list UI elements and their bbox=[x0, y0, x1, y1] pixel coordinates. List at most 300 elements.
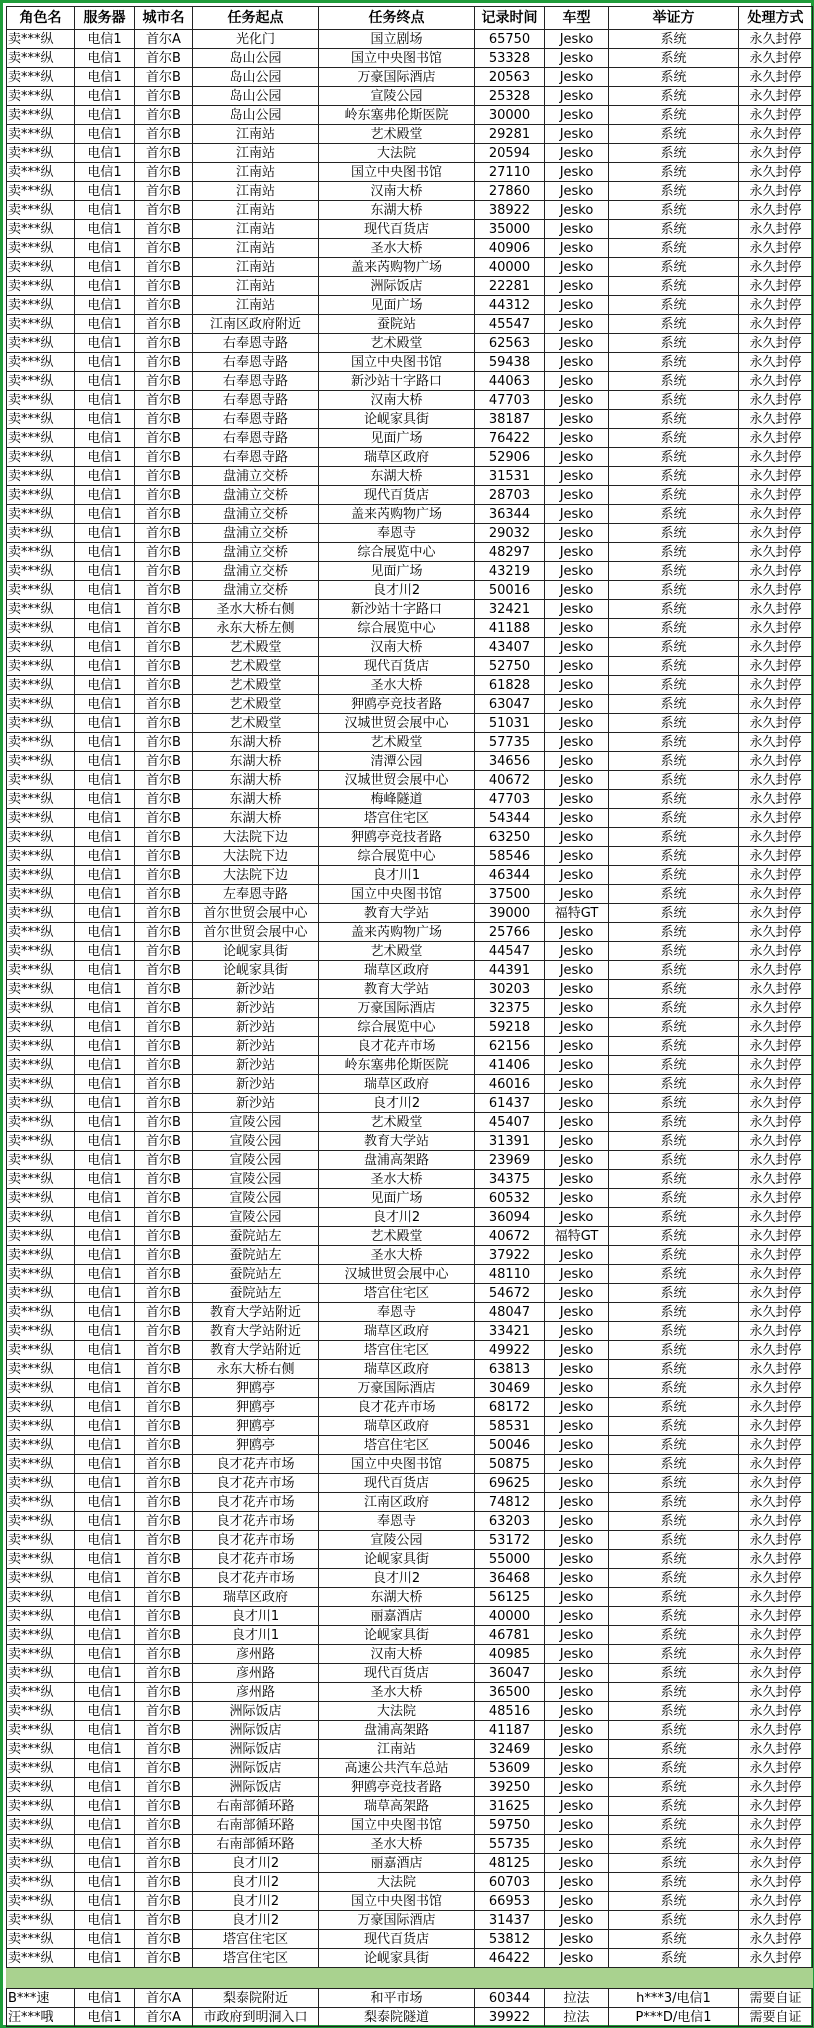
server-cell[interactable]: 电信1 bbox=[75, 581, 135, 600]
start-cell[interactable]: 良才花卉市场 bbox=[193, 1512, 319, 1531]
city-cell[interactable]: 首尔B bbox=[135, 1303, 193, 1322]
role-name-cell[interactable]: 卖***纵 bbox=[7, 1417, 75, 1436]
record-time-cell[interactable]: 20563 bbox=[475, 68, 545, 87]
reporter-cell[interactable]: 系统 bbox=[609, 277, 739, 296]
reporter-cell[interactable]: 系统 bbox=[609, 847, 739, 866]
server-cell[interactable]: 电信1 bbox=[75, 1056, 135, 1075]
role-name-cell[interactable]: 卖***纵 bbox=[7, 885, 75, 904]
action-cell[interactable]: 永久封停 bbox=[739, 733, 813, 752]
reporter-cell[interactable]: 系统 bbox=[609, 1075, 739, 1094]
action-cell[interactable]: 永久封停 bbox=[739, 505, 813, 524]
reporter-cell[interactable]: 系统 bbox=[609, 106, 739, 125]
end-cell[interactable]: 圣水大桥 bbox=[319, 1246, 475, 1265]
reporter-cell[interactable]: 系统 bbox=[609, 239, 739, 258]
reporter-cell[interactable]: 系统 bbox=[609, 1094, 739, 1113]
role-name-cell[interactable]: 卖***纵 bbox=[7, 1645, 75, 1664]
reporter-cell[interactable]: 系统 bbox=[609, 1664, 739, 1683]
start-cell[interactable]: 彦州路 bbox=[193, 1645, 319, 1664]
server-cell[interactable]: 电信1 bbox=[75, 277, 135, 296]
start-cell[interactable]: 良才花卉市场 bbox=[193, 1474, 319, 1493]
record-time-cell[interactable]: 46344 bbox=[475, 866, 545, 885]
action-cell[interactable]: 永久封停 bbox=[739, 429, 813, 448]
end-cell[interactable]: 汉南大桥 bbox=[319, 391, 475, 410]
end-cell[interactable]: 岭东塞弗伦斯医院 bbox=[319, 1056, 475, 1075]
car-model-cell[interactable]: Jesko bbox=[545, 942, 609, 961]
reporter-cell[interactable]: 系统 bbox=[609, 372, 739, 391]
car-model-cell[interactable]: Jesko bbox=[545, 695, 609, 714]
server-cell[interactable]: 电信1 bbox=[75, 1398, 135, 1417]
server-cell[interactable]: 电信1 bbox=[75, 1208, 135, 1227]
role-name-cell[interactable]: 卖***纵 bbox=[7, 1702, 75, 1721]
start-cell[interactable]: 彦州路 bbox=[193, 1664, 319, 1683]
action-cell[interactable]: 永久封停 bbox=[739, 999, 813, 1018]
action-cell[interactable]: 永久封停 bbox=[739, 334, 813, 353]
city-cell[interactable]: 首尔B bbox=[135, 296, 193, 315]
start-cell[interactable]: 瑞草区政府 bbox=[193, 1588, 319, 1607]
record-time-cell[interactable]: 61437 bbox=[475, 1094, 545, 1113]
role-name-cell[interactable]: 卖***纵 bbox=[7, 87, 75, 106]
start-cell[interactable]: 东湖大桥 bbox=[193, 733, 319, 752]
start-cell[interactable]: 江南站 bbox=[193, 163, 319, 182]
end-cell[interactable]: 新沙站十字路口 bbox=[319, 600, 475, 619]
record-time-cell[interactable]: 37922 bbox=[475, 1246, 545, 1265]
start-cell[interactable]: 右奉恩寺路 bbox=[193, 353, 319, 372]
role-name-cell[interactable]: 卖***纵 bbox=[7, 448, 75, 467]
action-cell[interactable]: 永久封停 bbox=[739, 1170, 813, 1189]
reporter-cell[interactable]: 系统 bbox=[609, 961, 739, 980]
server-cell[interactable]: 电信1 bbox=[75, 999, 135, 1018]
car-model-cell[interactable]: Jesko bbox=[545, 1550, 609, 1569]
role-name-cell[interactable]: 卖***纵 bbox=[7, 1208, 75, 1227]
car-model-cell[interactable]: Jesko bbox=[545, 1474, 609, 1493]
car-model-cell[interactable]: Jesko bbox=[545, 1512, 609, 1531]
end-cell[interactable]: 奉恩寺 bbox=[319, 1303, 475, 1322]
end-cell[interactable]: 艺术殿堂 bbox=[319, 942, 475, 961]
server-cell[interactable]: 电信1 bbox=[75, 1246, 135, 1265]
city-cell[interactable]: 首尔B bbox=[135, 182, 193, 201]
role-name-cell[interactable]: 卖***纵 bbox=[7, 486, 75, 505]
server-cell[interactable]: 电信1 bbox=[75, 562, 135, 581]
server-cell[interactable]: 电信1 bbox=[75, 1531, 135, 1550]
role-name-cell[interactable]: 卖***纵 bbox=[7, 1284, 75, 1303]
record-time-cell[interactable]: 38922 bbox=[475, 201, 545, 220]
role-name-cell[interactable]: 卖***纵 bbox=[7, 315, 75, 334]
server-cell[interactable]: 电信1 bbox=[75, 1854, 135, 1873]
role-name-cell[interactable]: 卖***纵 bbox=[7, 1911, 75, 1930]
car-model-cell[interactable]: Jesko bbox=[545, 1493, 609, 1512]
city-cell[interactable]: 首尔B bbox=[135, 1626, 193, 1645]
city-cell[interactable]: 首尔B bbox=[135, 1151, 193, 1170]
city-cell[interactable]: 首尔B bbox=[135, 1911, 193, 1930]
action-cell[interactable]: 永久封停 bbox=[739, 1664, 813, 1683]
record-time-cell[interactable]: 55735 bbox=[475, 1835, 545, 1854]
action-cell[interactable]: 永久封停 bbox=[739, 562, 813, 581]
server-cell[interactable]: 电信1 bbox=[75, 923, 135, 942]
end-cell[interactable]: 盖来芮购物广场 bbox=[319, 258, 475, 277]
start-cell[interactable]: 新沙站 bbox=[193, 999, 319, 1018]
role-name-cell[interactable]: 卖***纵 bbox=[7, 1265, 75, 1284]
car-model-cell[interactable]: Jesko bbox=[545, 1151, 609, 1170]
car-model-cell[interactable]: Jesko bbox=[545, 372, 609, 391]
end-cell[interactable]: 塔宫住宅区 bbox=[319, 809, 475, 828]
role-name-cell[interactable]: 卖***纵 bbox=[7, 1550, 75, 1569]
role-name-cell[interactable]: 卖***纵 bbox=[7, 543, 75, 562]
role-name-cell[interactable]: 卖***纵 bbox=[7, 1797, 75, 1816]
empty-cell[interactable] bbox=[193, 1968, 319, 1989]
record-time-cell[interactable]: 38187 bbox=[475, 410, 545, 429]
city-cell[interactable]: 首尔B bbox=[135, 1607, 193, 1626]
reporter-cell[interactable]: 系统 bbox=[609, 524, 739, 543]
role-name-cell[interactable]: B***速 bbox=[7, 1989, 75, 2008]
end-cell[interactable]: 圣水大桥 bbox=[319, 1835, 475, 1854]
server-cell[interactable]: 电信1 bbox=[75, 1721, 135, 1740]
role-name-cell[interactable]: 卖***纵 bbox=[7, 1379, 75, 1398]
role-name-cell[interactable]: 卖***纵 bbox=[7, 372, 75, 391]
end-cell[interactable]: 现代百货店 bbox=[319, 486, 475, 505]
car-model-cell[interactable]: Jesko bbox=[545, 1075, 609, 1094]
role-name-cell[interactable]: 卖***纵 bbox=[7, 1588, 75, 1607]
action-cell[interactable]: 永久封停 bbox=[739, 1626, 813, 1645]
car-model-cell[interactable]: Jesko bbox=[545, 1721, 609, 1740]
reporter-cell[interactable]: 系统 bbox=[609, 296, 739, 315]
end-cell[interactable]: 国立剧场 bbox=[319, 30, 475, 49]
end-cell[interactable]: 良才花卉市场 bbox=[319, 1037, 475, 1056]
server-cell[interactable]: 电信1 bbox=[75, 1759, 135, 1778]
start-cell[interactable]: 新沙站 bbox=[193, 980, 319, 999]
reporter-cell[interactable]: 系统 bbox=[609, 923, 739, 942]
reporter-cell[interactable]: 系统 bbox=[609, 1379, 739, 1398]
car-model-cell[interactable]: Jesko bbox=[545, 1797, 609, 1816]
reporter-cell[interactable]: 系统 bbox=[609, 467, 739, 486]
end-cell[interactable]: 塔宫住宅区 bbox=[319, 1341, 475, 1360]
record-time-cell[interactable]: 62156 bbox=[475, 1037, 545, 1056]
role-name-cell[interactable]: 卖***纵 bbox=[7, 1892, 75, 1911]
server-cell[interactable]: 电信1 bbox=[75, 1018, 135, 1037]
server-cell[interactable]: 电信1 bbox=[75, 1417, 135, 1436]
start-cell[interactable]: 良才川2 bbox=[193, 1892, 319, 1911]
reporter-cell[interactable]: 系统 bbox=[609, 30, 739, 49]
record-time-cell[interactable]: 44312 bbox=[475, 296, 545, 315]
role-name-cell[interactable]: 卖***纵 bbox=[7, 277, 75, 296]
record-time-cell[interactable]: 30000 bbox=[475, 106, 545, 125]
empty-cell[interactable] bbox=[545, 1968, 609, 1989]
role-name-cell[interactable]: 卖***纵 bbox=[7, 942, 75, 961]
reporter-cell[interactable]: 系统 bbox=[609, 581, 739, 600]
start-cell[interactable]: 洲际饭店 bbox=[193, 1778, 319, 1797]
record-time-cell[interactable]: 33421 bbox=[475, 1322, 545, 1341]
server-cell[interactable]: 电信1 bbox=[75, 1341, 135, 1360]
start-cell[interactable]: 洲际饭店 bbox=[193, 1759, 319, 1778]
start-cell[interactable]: 东湖大桥 bbox=[193, 771, 319, 790]
reporter-cell[interactable]: 系统 bbox=[609, 49, 739, 68]
role-name-cell[interactable]: 卖***纵 bbox=[7, 1493, 75, 1512]
city-cell[interactable]: 首尔B bbox=[135, 201, 193, 220]
city-cell[interactable]: 首尔B bbox=[135, 923, 193, 942]
role-name-cell[interactable]: 卖***纵 bbox=[7, 1778, 75, 1797]
role-name-cell[interactable]: 卖***纵 bbox=[7, 1227, 75, 1246]
action-cell[interactable]: 永久封停 bbox=[739, 866, 813, 885]
server-cell[interactable]: 电信1 bbox=[75, 1303, 135, 1322]
car-model-cell[interactable]: Jesko bbox=[545, 1056, 609, 1075]
record-time-cell[interactable]: 44547 bbox=[475, 942, 545, 961]
end-cell[interactable]: 圣水大桥 bbox=[319, 1170, 475, 1189]
action-cell[interactable]: 永久封停 bbox=[739, 125, 813, 144]
record-time-cell[interactable]: 50016 bbox=[475, 581, 545, 600]
record-time-cell[interactable]: 47703 bbox=[475, 790, 545, 809]
start-cell[interactable]: 盘浦立交桥 bbox=[193, 505, 319, 524]
server-cell[interactable]: 电信1 bbox=[75, 942, 135, 961]
car-model-cell[interactable]: Jesko bbox=[545, 1322, 609, 1341]
car-model-cell[interactable]: Jesko bbox=[545, 562, 609, 581]
record-time-cell[interactable]: 60532 bbox=[475, 1189, 545, 1208]
reporter-cell[interactable]: 系统 bbox=[609, 1474, 739, 1493]
end-cell[interactable]: 新沙站十字路口 bbox=[319, 372, 475, 391]
city-cell[interactable]: 首尔B bbox=[135, 752, 193, 771]
action-cell[interactable]: 永久封停 bbox=[739, 524, 813, 543]
role-name-cell[interactable]: 卖***纵 bbox=[7, 600, 75, 619]
reporter-cell[interactable]: 系统 bbox=[609, 1759, 739, 1778]
action-cell[interactable]: 永久封停 bbox=[739, 163, 813, 182]
record-time-cell[interactable]: 36468 bbox=[475, 1569, 545, 1588]
role-name-cell[interactable]: 卖***纵 bbox=[7, 1873, 75, 1892]
server-cell[interactable]: 电信1 bbox=[75, 543, 135, 562]
server-cell[interactable]: 电信1 bbox=[75, 733, 135, 752]
server-cell[interactable]: 电信1 bbox=[75, 980, 135, 999]
start-cell[interactable]: 良才花卉市场 bbox=[193, 1550, 319, 1569]
start-cell[interactable]: 盘浦立交桥 bbox=[193, 486, 319, 505]
record-time-cell[interactable]: 20594 bbox=[475, 144, 545, 163]
action-cell[interactable]: 永久封停 bbox=[739, 657, 813, 676]
record-time-cell[interactable]: 59750 bbox=[475, 1816, 545, 1835]
city-cell[interactable]: 首尔B bbox=[135, 961, 193, 980]
reporter-cell[interactable]: 系统 bbox=[609, 1284, 739, 1303]
car-model-cell[interactable]: Jesko bbox=[545, 1607, 609, 1626]
record-time-cell[interactable]: 46016 bbox=[475, 1075, 545, 1094]
start-cell[interactable]: 教育大学站附近 bbox=[193, 1322, 319, 1341]
role-name-cell[interactable]: 卖***纵 bbox=[7, 1189, 75, 1208]
city-cell[interactable]: 首尔B bbox=[135, 1740, 193, 1759]
car-model-cell[interactable]: Jesko bbox=[545, 1398, 609, 1417]
action-cell[interactable]: 永久封停 bbox=[739, 600, 813, 619]
action-cell[interactable]: 永久封停 bbox=[739, 1094, 813, 1113]
city-cell[interactable]: 首尔B bbox=[135, 1854, 193, 1873]
record-time-cell[interactable]: 49922 bbox=[475, 1341, 545, 1360]
city-cell[interactable]: 首尔B bbox=[135, 619, 193, 638]
city-cell[interactable]: 首尔B bbox=[135, 1455, 193, 1474]
empty-cell[interactable] bbox=[475, 1968, 545, 1989]
city-cell[interactable]: 首尔B bbox=[135, 866, 193, 885]
server-cell[interactable]: 电信1 bbox=[75, 619, 135, 638]
city-cell[interactable]: 首尔B bbox=[135, 1341, 193, 1360]
reporter-cell[interactable]: 系统 bbox=[609, 752, 739, 771]
action-cell[interactable]: 永久封停 bbox=[739, 182, 813, 201]
end-cell[interactable]: 国立中央图书馆 bbox=[319, 1892, 475, 1911]
header-server[interactable]: 服务器 bbox=[75, 7, 135, 30]
city-cell[interactable]: 首尔B bbox=[135, 1075, 193, 1094]
city-cell[interactable]: 首尔B bbox=[135, 676, 193, 695]
action-cell[interactable]: 永久封停 bbox=[739, 1778, 813, 1797]
city-cell[interactable]: 首尔B bbox=[135, 885, 193, 904]
end-cell[interactable]: 梨泰院隧道 bbox=[319, 2008, 475, 2027]
car-model-cell[interactable]: Jesko bbox=[545, 30, 609, 49]
start-cell[interactable]: 蚕院站左 bbox=[193, 1227, 319, 1246]
record-time-cell[interactable]: 39250 bbox=[475, 1778, 545, 1797]
role-name-cell[interactable]: 卖***纵 bbox=[7, 790, 75, 809]
action-cell[interactable]: 永久封停 bbox=[739, 1949, 813, 1968]
city-cell[interactable]: 首尔B bbox=[135, 1436, 193, 1455]
action-cell[interactable]: 永久封停 bbox=[739, 1455, 813, 1474]
city-cell[interactable]: 首尔B bbox=[135, 239, 193, 258]
end-cell[interactable]: 汉城世贸会展中心 bbox=[319, 771, 475, 790]
city-cell[interactable]: 首尔B bbox=[135, 809, 193, 828]
server-cell[interactable]: 电信1 bbox=[75, 125, 135, 144]
city-cell[interactable]: 首尔B bbox=[135, 1949, 193, 1968]
end-cell[interactable]: 艺术殿堂 bbox=[319, 334, 475, 353]
record-time-cell[interactable]: 54672 bbox=[475, 1284, 545, 1303]
server-cell[interactable]: 电信1 bbox=[75, 448, 135, 467]
role-name-cell[interactable]: 卖***纵 bbox=[7, 1360, 75, 1379]
start-cell[interactable]: 首尔世贸会展中心 bbox=[193, 904, 319, 923]
end-cell[interactable]: 万豪国际酒店 bbox=[319, 1911, 475, 1930]
action-cell[interactable]: 永久封停 bbox=[739, 68, 813, 87]
start-cell[interactable]: 江南站 bbox=[193, 144, 319, 163]
record-time-cell[interactable]: 53812 bbox=[475, 1930, 545, 1949]
action-cell[interactable]: 永久封停 bbox=[739, 1550, 813, 1569]
start-cell[interactable]: 大法院下边 bbox=[193, 847, 319, 866]
car-model-cell[interactable]: Jesko bbox=[545, 790, 609, 809]
city-cell[interactable]: 首尔B bbox=[135, 1645, 193, 1664]
server-cell[interactable]: 电信1 bbox=[75, 904, 135, 923]
header-action[interactable]: 处理方式 bbox=[739, 7, 813, 30]
reporter-cell[interactable]: 系统 bbox=[609, 125, 739, 144]
action-cell[interactable]: 永久封停 bbox=[739, 543, 813, 562]
start-cell[interactable]: 良才川2 bbox=[193, 1854, 319, 1873]
start-cell[interactable]: 光化门 bbox=[193, 30, 319, 49]
action-cell[interactable]: 永久封停 bbox=[739, 1531, 813, 1550]
server-cell[interactable]: 电信1 bbox=[75, 1645, 135, 1664]
start-cell[interactable]: 论岘家具街 bbox=[193, 961, 319, 980]
start-cell[interactable]: 洲际饭店 bbox=[193, 1740, 319, 1759]
role-name-cell[interactable]: 卖***纵 bbox=[7, 125, 75, 144]
car-model-cell[interactable]: Jesko bbox=[545, 1645, 609, 1664]
end-cell[interactable]: 江南区政府 bbox=[319, 1493, 475, 1512]
start-cell[interactable]: 良才川2 bbox=[193, 1873, 319, 1892]
end-cell[interactable]: 国立中央图书馆 bbox=[319, 353, 475, 372]
end-cell[interactable]: 综合展览中心 bbox=[319, 847, 475, 866]
end-cell[interactable]: 狎鸥亭竞技者路 bbox=[319, 828, 475, 847]
city-cell[interactable]: 首尔B bbox=[135, 1702, 193, 1721]
role-name-cell[interactable]: 卖***纵 bbox=[7, 1930, 75, 1949]
end-cell[interactable]: 瑞草区政府 bbox=[319, 1322, 475, 1341]
start-cell[interactable]: 盘浦立交桥 bbox=[193, 562, 319, 581]
role-name-cell[interactable]: 卖***纵 bbox=[7, 1246, 75, 1265]
end-cell[interactable]: 瑞草区政府 bbox=[319, 961, 475, 980]
reporter-cell[interactable]: 系统 bbox=[609, 1816, 739, 1835]
reporter-cell[interactable]: 系统 bbox=[609, 144, 739, 163]
reporter-cell[interactable]: 系统 bbox=[609, 410, 739, 429]
record-time-cell[interactable]: 74812 bbox=[475, 1493, 545, 1512]
role-name-cell[interactable]: 卖***纵 bbox=[7, 1132, 75, 1151]
action-cell[interactable]: 永久封停 bbox=[739, 809, 813, 828]
car-model-cell[interactable]: Jesko bbox=[545, 619, 609, 638]
server-cell[interactable]: 电信1 bbox=[75, 1493, 135, 1512]
start-cell[interactable]: 良才川1 bbox=[193, 1607, 319, 1626]
city-cell[interactable]: 首尔B bbox=[135, 391, 193, 410]
reporter-cell[interactable]: 系统 bbox=[609, 334, 739, 353]
server-cell[interactable]: 电信1 bbox=[75, 657, 135, 676]
end-cell[interactable]: 汉城世贸会展中心 bbox=[319, 714, 475, 733]
city-cell[interactable]: 首尔B bbox=[135, 1227, 193, 1246]
end-cell[interactable]: 洲际饭店 bbox=[319, 277, 475, 296]
empty-cell[interactable] bbox=[7, 1968, 75, 1989]
reporter-cell[interactable]: 系统 bbox=[609, 1208, 739, 1227]
reporter-cell[interactable]: 系统 bbox=[609, 1322, 739, 1341]
record-time-cell[interactable]: 46781 bbox=[475, 1626, 545, 1645]
record-time-cell[interactable]: 41406 bbox=[475, 1056, 545, 1075]
server-cell[interactable]: 电信1 bbox=[75, 1132, 135, 1151]
role-name-cell[interactable]: 卖***纵 bbox=[7, 1094, 75, 1113]
car-model-cell[interactable]: Jesko bbox=[545, 1265, 609, 1284]
role-name-cell[interactable]: 卖***纵 bbox=[7, 391, 75, 410]
record-time-cell[interactable]: 31531 bbox=[475, 467, 545, 486]
server-cell[interactable]: 电信1 bbox=[75, 1037, 135, 1056]
action-cell[interactable]: 永久封停 bbox=[739, 695, 813, 714]
action-cell[interactable]: 永久封停 bbox=[739, 1227, 813, 1246]
header-reporter[interactable]: 举证方 bbox=[609, 7, 739, 30]
city-cell[interactable]: 首尔B bbox=[135, 1759, 193, 1778]
reporter-cell[interactable]: 系统 bbox=[609, 771, 739, 790]
reporter-cell[interactable]: 系统 bbox=[609, 1778, 739, 1797]
car-model-cell[interactable]: Jesko bbox=[545, 1873, 609, 1892]
end-cell[interactable]: 蚕院站 bbox=[319, 315, 475, 334]
car-model-cell[interactable]: Jesko bbox=[545, 1759, 609, 1778]
role-name-cell[interactable]: 卖***纵 bbox=[7, 1816, 75, 1835]
reporter-cell[interactable]: 系统 bbox=[609, 1721, 739, 1740]
city-cell[interactable]: 首尔A bbox=[135, 30, 193, 49]
start-cell[interactable]: 岛山公园 bbox=[193, 49, 319, 68]
city-cell[interactable]: 首尔B bbox=[135, 1588, 193, 1607]
end-cell[interactable]: 盖来芮购物广场 bbox=[319, 505, 475, 524]
server-cell[interactable]: 电信1 bbox=[75, 676, 135, 695]
start-cell[interactable]: 艺术殿堂 bbox=[193, 657, 319, 676]
end-cell[interactable]: 东湖大桥 bbox=[319, 1588, 475, 1607]
role-name-cell[interactable]: 卖***纵 bbox=[7, 771, 75, 790]
city-cell[interactable]: 首尔B bbox=[135, 1170, 193, 1189]
role-name-cell[interactable]: 卖***纵 bbox=[7, 923, 75, 942]
reporter-cell[interactable]: 系统 bbox=[609, 1569, 739, 1588]
action-cell[interactable]: 永久封停 bbox=[739, 1512, 813, 1531]
role-name-cell[interactable]: 卖***纵 bbox=[7, 1018, 75, 1037]
start-cell[interactable]: 右奉恩寺路 bbox=[193, 334, 319, 353]
car-model-cell[interactable]: Jesko bbox=[545, 1094, 609, 1113]
start-cell[interactable]: 盘浦立交桥 bbox=[193, 581, 319, 600]
role-name-cell[interactable]: 卖***纵 bbox=[7, 1512, 75, 1531]
reporter-cell[interactable]: 系统 bbox=[609, 1398, 739, 1417]
role-name-cell[interactable]: 卖***纵 bbox=[7, 1740, 75, 1759]
role-name-cell[interactable]: 卖***纵 bbox=[7, 182, 75, 201]
city-cell[interactable]: 首尔B bbox=[135, 1398, 193, 1417]
city-cell[interactable]: 首尔B bbox=[135, 1474, 193, 1493]
reporter-cell[interactable]: 系统 bbox=[609, 429, 739, 448]
city-cell[interactable]: 首尔B bbox=[135, 581, 193, 600]
record-time-cell[interactable]: 68172 bbox=[475, 1398, 545, 1417]
car-model-cell[interactable]: Jesko bbox=[545, 1189, 609, 1208]
city-cell[interactable]: 首尔B bbox=[135, 1569, 193, 1588]
end-cell[interactable]: 盘浦高架路 bbox=[319, 1151, 475, 1170]
start-cell[interactable]: 狎鸥亭 bbox=[193, 1398, 319, 1417]
empty-cell[interactable] bbox=[75, 1968, 135, 1989]
city-cell[interactable]: 首尔B bbox=[135, 847, 193, 866]
